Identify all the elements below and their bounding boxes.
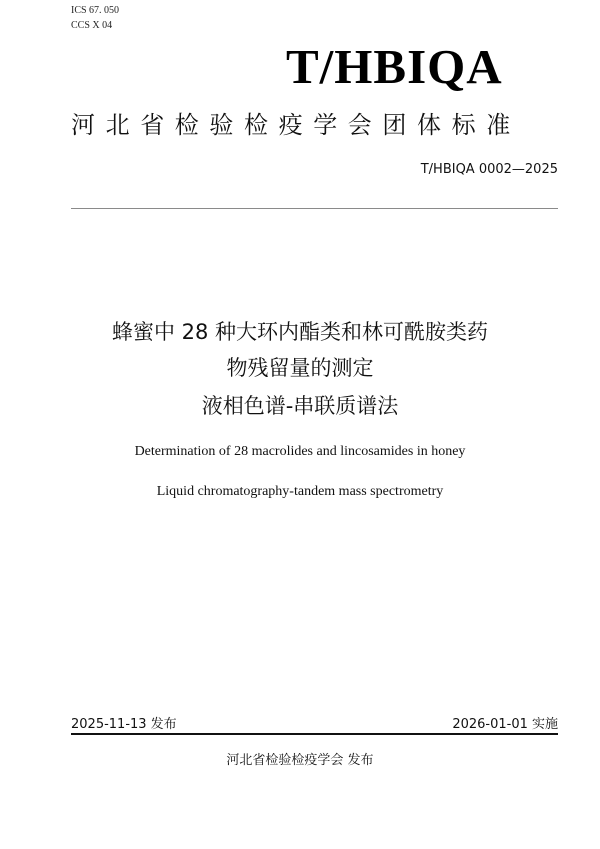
date-row [71, 714, 558, 734]
organization-name: 河北省检验检疫学会团体标准 [71, 111, 521, 139]
implementation-date: 2026-01-01 实施 [452, 717, 558, 732]
ics-code: ICS 67. 050 [71, 5, 120, 16]
header-divider [71, 208, 558, 209]
title-en-line-1: Determination of 28 macrolides and lincosamides in honey [134, 444, 466, 459]
ccs-code: CCS X 04 [71, 20, 113, 31]
footer-divider [71, 733, 558, 735]
title-cn-line-2: 物残留量的测定 [226, 356, 374, 380]
standard-brand-code: T/HBIQA [286, 39, 503, 94]
issue-date: 2025-11-13 发布 [71, 717, 177, 732]
publisher: 河北省检验检疫学会 发布 [226, 753, 374, 768]
standard-number: T/HBIQA 0002—2025 [420, 162, 558, 177]
title-en-line-2: Liquid chromatography-tandem mass spectrometry [156, 484, 444, 499]
title-cn-line-1: 蜂蜜中 28 种大环内酯类和林可酰胺类药 [111, 320, 489, 344]
title-cn-line-3: 液相色谱-串联质谱法 [201, 394, 399, 418]
